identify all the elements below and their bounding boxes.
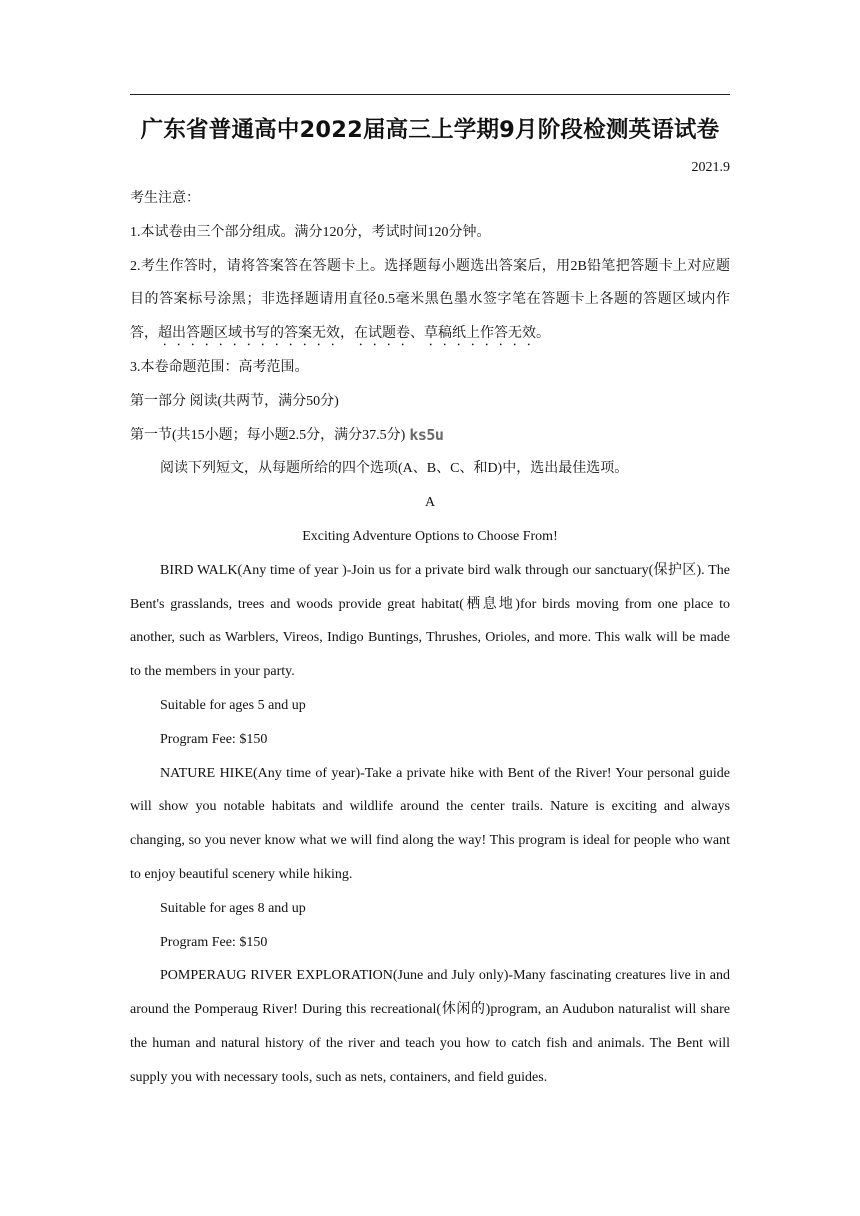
passage-letter: A	[424, 495, 436, 511]
notice-item-1: 1.本试卷由三个部分组成。满分120分，考试时间120分钟。	[130, 224, 491, 240]
bird-walk-ages: Suitable for ages 5 and up	[160, 697, 306, 713]
notice-item-2-emphasis: 超出答题区域书写的答案无效，在试题卷、草稿纸上作答无效	[158, 326, 536, 342]
passage-title: Exciting Adventure Options to Choose From!	[302, 528, 558, 544]
exam-title: 广东省普通高中2022届高三上学期9月阶段检测英语试卷	[140, 117, 720, 143]
bird-walk-fee: Program Fee: $150	[160, 731, 268, 747]
reading-instruction: 阅读下列短文，从每题所给的四个选项(A、B、C、和D)中，选出最佳选项。	[160, 461, 629, 477]
section1-heading	[130, 419, 730, 453]
river-exploration-paragraph: POMPERAUG RIVER EXPLORATION(June and July only)-Many fascinating creatures live in and around the Pomperaug River! During this recreational(休闲的)program, an Audubon naturalist will share the human and natural history of the river and teach you how to catch fish and animals. The Bent will supply you with necessary tools, such as nets, containers, and field guides.	[130, 968, 730, 1085]
notice-item-2-end: 。	[536, 326, 550, 342]
ks5u-watermark-logo: ks5u	[409, 425, 444, 444]
nature-hike-ages: Suitable for ages 8 and up	[160, 900, 306, 916]
exam-body	[130, 182, 730, 1095]
notice-item-2	[130, 250, 730, 351]
notice-item-2-text: 2.考生作答时，请将答案答在答题卡上。选择题每小题选出答案后，用2B铅笔把答题卡上对应题目的答案标号涂黑；非选择题请用直径0.5毫米黑色墨水签字笔在答题卡上各题的答题区域内作答，	[130, 258, 730, 342]
bird-walk-paragraph: BIRD WALK(Any time of year )-Join us for a private bird walk through our sanctuary(保护区). The Bent's grasslands, trees and woods provide great habitat(栖息地)for birds moving from one place to another, such as Warblers, Vireos, Indigo Buntings, Thrushes, Orioles, and more. This walk will be made to the members in your party.	[130, 562, 730, 680]
nature-hike-fee: Program Fee: $150	[160, 934, 268, 950]
notice-item-3: 3.本卷命题范围：高考范围。	[130, 359, 309, 375]
part1-heading: 第一部分 阅读(共两节，满分50分)	[130, 393, 339, 409]
section1-text: 第一节(共15小题；每小题2.5分，满分37.5分)	[130, 427, 406, 443]
header-rule	[130, 94, 730, 95]
nature-hike-paragraph: NATURE HIKE(Any time of year)-Take a private hike with Bent of the River! Your personal guide will show you notable habitats and wildlife around the center trails. Nature is exciting and always changing, so you never know what we will find along the way! This program is ideal for people who want to enjoy beautiful scenery while hiking.	[130, 765, 730, 882]
notice-heading: 考生注意：	[130, 191, 200, 206]
exam-date: 2021.9	[691, 160, 730, 175]
